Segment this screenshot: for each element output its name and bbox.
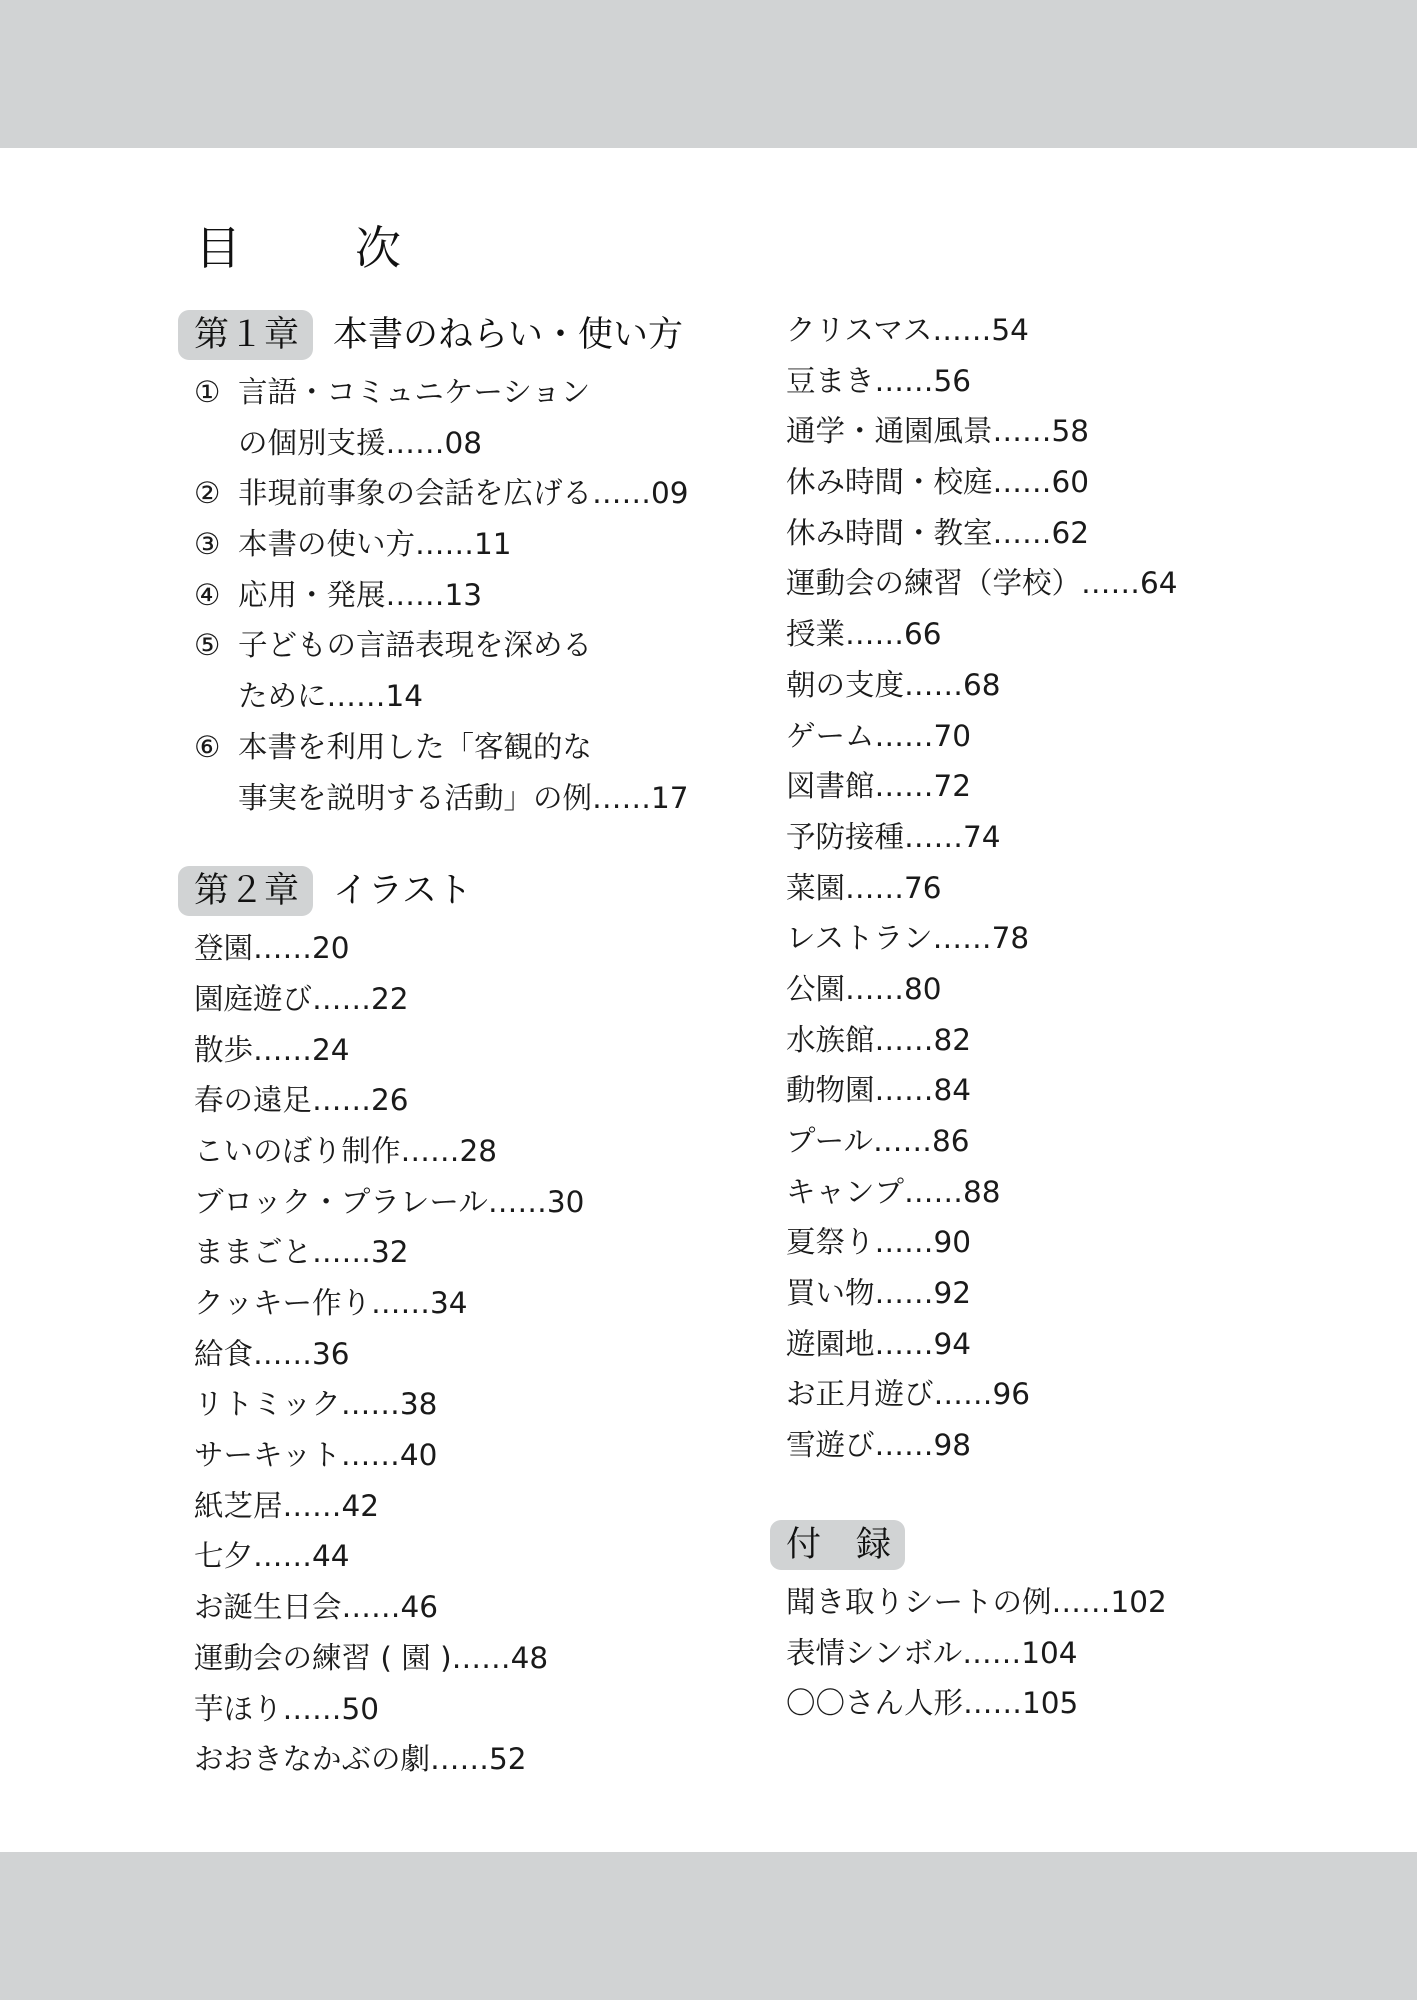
toc-entry[interactable]: 休み時間・校庭……60 bbox=[786, 465, 1090, 500]
toc-entry[interactable]: サーキット……40 bbox=[194, 1438, 438, 1473]
toc-entry[interactable]: 紙芝居……42 bbox=[194, 1488, 380, 1523]
toc-entry-continued[interactable] bbox=[178, 773, 738, 824]
item-number: ① bbox=[194, 375, 221, 409]
toc-entry[interactable] bbox=[178, 468, 738, 519]
appendix-heading bbox=[770, 1515, 1290, 1575]
toc-entry[interactable]: 散歩……24 bbox=[194, 1032, 350, 1067]
chapter1-list bbox=[178, 367, 738, 823]
toc-entry[interactable]: 遊園地……94 bbox=[786, 1326, 972, 1361]
chapter1-heading bbox=[178, 305, 738, 365]
chapter1-title: 本書のねらい・使い方 bbox=[333, 315, 684, 355]
toc-entry[interactable]: レストラン……78 bbox=[786, 921, 1030, 956]
page-title: 目 次 bbox=[195, 221, 435, 275]
toc-entry[interactable]: お正月遊び……96 bbox=[786, 1377, 1031, 1412]
toc-entry[interactable] bbox=[178, 722, 738, 773]
item-number: ⑤ bbox=[194, 628, 221, 663]
toc-entry[interactable]: 七夕……44 bbox=[194, 1539, 350, 1574]
toc-entry-continued[interactable] bbox=[178, 418, 738, 469]
top-band bbox=[0, 0, 1417, 148]
toc-entry[interactable]: リトミック……38 bbox=[194, 1387, 438, 1422]
toc-entry[interactable]: 春の遠足……26 bbox=[194, 1083, 409, 1118]
chapter2-heading bbox=[178, 861, 738, 921]
toc-entry[interactable]: 図書館……72 bbox=[786, 769, 972, 804]
chapter2-label: 第２章 bbox=[178, 866, 313, 916]
toc-entry[interactable]: 運動会の練習 ( 園 )……48 bbox=[194, 1640, 549, 1675]
chapter2-list-left bbox=[178, 923, 738, 1785]
toc-left-column bbox=[178, 305, 738, 1785]
item-text: ために……14 bbox=[238, 679, 424, 714]
item-number: ⑥ bbox=[194, 729, 221, 764]
toc-entry[interactable]: 表情シンボル……104 bbox=[786, 1635, 1078, 1670]
toc-entry[interactable]: クッキー作り……34 bbox=[194, 1286, 468, 1320]
appendix-label: 付 録 bbox=[770, 1520, 905, 1570]
toc-entry[interactable]: お誕生日会……46 bbox=[194, 1590, 439, 1625]
toc-entry[interactable]: 休み時間・教室……62 bbox=[786, 515, 1090, 550]
toc-entry[interactable]: 水族館……82 bbox=[786, 1022, 972, 1057]
toc-entry[interactable] bbox=[178, 570, 738, 621]
appendix-list bbox=[770, 1577, 1290, 1729]
toc-entry[interactable]: 雪遊び……98 bbox=[786, 1428, 972, 1463]
toc-entry[interactable]: 運動会の練習（学校）……64 bbox=[786, 566, 1178, 601]
toc-entry[interactable]: 動物園……84 bbox=[786, 1073, 972, 1108]
item-text: 応用・発展……13 bbox=[238, 577, 483, 612]
toc-entry[interactable]: ままごと……32 bbox=[194, 1235, 409, 1270]
toc-entry[interactable]: 買い物……92 bbox=[786, 1276, 972, 1311]
item-text: 非現前事象の会話を広げる……09 bbox=[238, 476, 689, 511]
toc-entry[interactable]: 授業……66 bbox=[786, 617, 942, 652]
toc-entry[interactable]: キャンプ……88 bbox=[786, 1174, 1001, 1209]
toc-entry[interactable]: 園庭遊び……22 bbox=[194, 981, 409, 1016]
item-number: ② bbox=[194, 476, 221, 511]
bottom-band bbox=[0, 1852, 1417, 2000]
toc-entry[interactable]: 夏祭り……90 bbox=[786, 1225, 972, 1260]
toc-entry[interactable]: クリスマス……54 bbox=[786, 313, 1029, 347]
item-text: 言語・コミュニケーション bbox=[238, 375, 591, 409]
toc-entry[interactable]: 通学・通園風景……58 bbox=[786, 414, 1090, 449]
toc-entry[interactable]: 聞き取りシートの例……102 bbox=[786, 1584, 1167, 1619]
item-text: 事実を説明する活動」の例……17 bbox=[238, 780, 689, 815]
item-number: ③ bbox=[194, 527, 221, 562]
item-text: 子どもの言語表現を深める bbox=[238, 628, 593, 663]
toc-entry[interactable]: 朝の支度……68 bbox=[786, 667, 1001, 702]
toc-entry[interactable]: 菜園……76 bbox=[786, 870, 942, 905]
toc-entry[interactable]: 〇〇さん人形……105 bbox=[786, 1686, 1079, 1721]
item-text: の個別支援……08 bbox=[238, 425, 483, 460]
chapter2-list-right bbox=[770, 305, 1290, 1471]
toc-entry[interactable]: ブロック・プラレール……30 bbox=[194, 1184, 585, 1219]
toc-entry[interactable]: こいのぼり制作……28 bbox=[194, 1133, 498, 1168]
toc-entry[interactable]: ゲーム……70 bbox=[786, 718, 972, 753]
chapter1-label: 第１章 bbox=[178, 310, 313, 360]
toc-entry[interactable] bbox=[178, 620, 738, 671]
toc-entry[interactable] bbox=[178, 367, 738, 418]
item-text: 本書の使い方……11 bbox=[238, 527, 512, 562]
toc-entry[interactable]: 芋ほり……50 bbox=[194, 1691, 380, 1726]
toc-entry[interactable]: 公園……80 bbox=[786, 971, 942, 1006]
toc-entry[interactable] bbox=[178, 519, 738, 570]
toc-entry[interactable]: 給食……36 bbox=[194, 1336, 350, 1371]
toc-entry[interactable]: プール……86 bbox=[786, 1124, 970, 1158]
toc-entry[interactable]: おおきなかぶの劇……52 bbox=[194, 1742, 527, 1777]
toc-entry[interactable]: 予防接種……74 bbox=[786, 819, 1001, 854]
item-text: 本書を利用した「客観的な bbox=[238, 729, 593, 764]
item-number: ④ bbox=[194, 577, 221, 612]
chapter2-title: イラスト bbox=[333, 871, 472, 912]
toc-right-column bbox=[770, 305, 1290, 1729]
toc-entry[interactable]: 登園……20 bbox=[194, 931, 350, 966]
toc-entry[interactable]: 豆まき……56 bbox=[786, 363, 972, 398]
toc-entry-continued[interactable] bbox=[178, 671, 738, 722]
